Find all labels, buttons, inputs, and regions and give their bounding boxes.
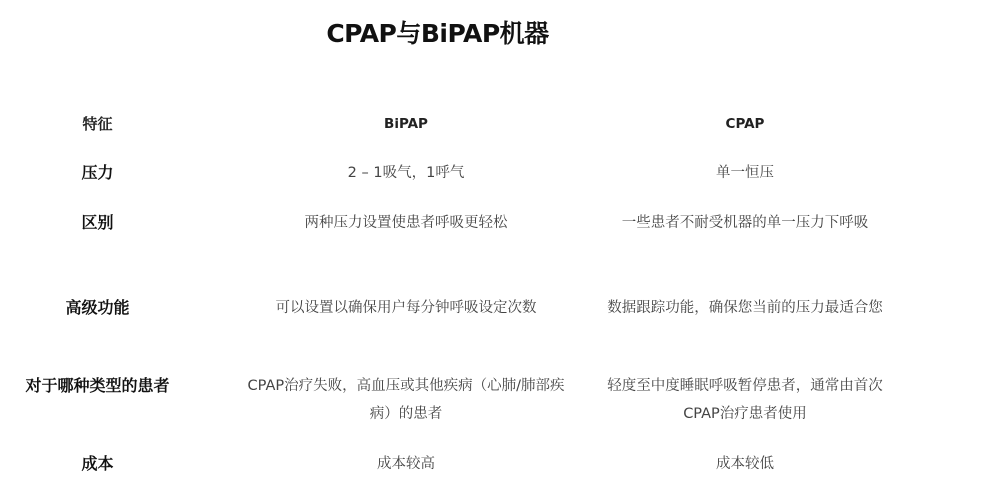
cell-cpap-pressure: 单一恒压	[716, 165, 774, 181]
row-label-difference: 区别	[81, 213, 114, 232]
cell-cpap-difference: 一些患者不耐受机器的单一压力下呼吸	[621, 215, 869, 231]
header-bipap: BiPAP	[384, 116, 428, 132]
row-label-cost: 成本	[81, 454, 114, 473]
header-feature: 特征	[82, 115, 113, 133]
page-title: CPAP与BiPAP机器	[326, 19, 549, 48]
row-label-pressure: 压力	[81, 163, 114, 182]
cell-bipap-advanced-features: 可以设置以确保用户每分钟呼吸设定次数	[275, 300, 537, 316]
cell-bipap-difference: 两种压力设置使患者呼吸更轻松	[304, 215, 508, 231]
cell-cpap-cost: 成本较低	[716, 456, 774, 472]
row-label-patient-type: 对于哪种类型的患者	[25, 376, 170, 395]
cell-bipap-cost: 成本较高	[377, 456, 435, 472]
cell-cpap-patient-type: 轻度至中度睡眠呼吸暂停患者，通常由首次CPAP治疗患者使用	[607, 378, 883, 422]
row-label-advanced-features: 高级功能	[65, 298, 130, 317]
cell-bipap-patient-type: CPAP治疗失败，高血压或其他疾病（心肺/肺部疾病）的患者	[247, 378, 565, 422]
cell-cpap-advanced-features: 数据跟踪功能，确保您当前的压力最适合您	[607, 300, 883, 316]
cell-bipap-pressure: 2 – 1吸气，1呼气	[347, 165, 465, 181]
header-cpap: CPAP	[725, 116, 765, 132]
